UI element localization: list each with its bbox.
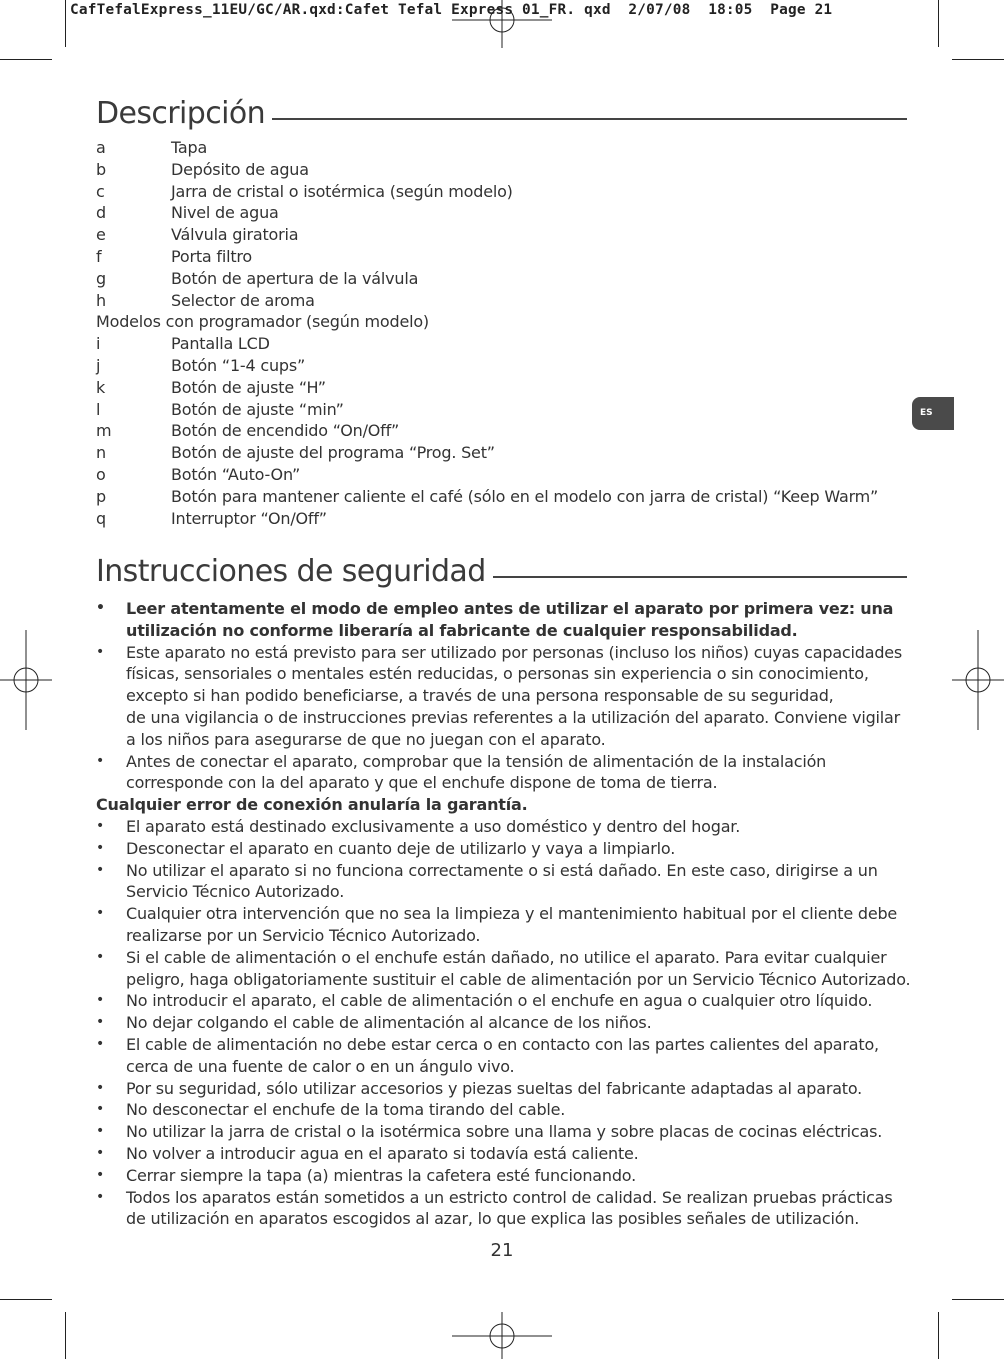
safety-text: Cualquier otra intervención que no sea la limpieza y el mantenimiento habitual por el cliente debe (126, 904, 898, 924)
safety-text: excepto si han podido beneficiarse, a través de una persona responsable de su seguridad, (126, 686, 834, 706)
safety-text: utilización no conforme liberaría al fabricante de cualquier responsabilidad. (126, 620, 798, 640)
title-rule (493, 576, 907, 578)
section-title-description: Descripción (96, 96, 907, 131)
safety-line (96, 598, 911, 620)
safety-text: a los niños para asegurarse de que no juegan con el aparato. (126, 729, 606, 749)
warranty-warning: Cualquier error de conexión anularía la garantía. (96, 795, 528, 815)
list-item: i Pantalla LCD (96, 334, 270, 354)
registration-mark-icon (0, 630, 52, 730)
safety-text: peligro, haga obligatoriamente sustituir el cable de alimentación por un Servicio Técnico Autorizado. (126, 969, 911, 989)
bullet-indent (96, 1208, 126, 1230)
list-item: k Botón de ajuste “H” (96, 377, 326, 397)
safety-text: Todos los aparatos están sometidos a un estricto control de calidad. Se realizan pruebas prácticas (126, 1187, 893, 1207)
bullet-indent (96, 663, 126, 685)
safety-text: Por su seguridad, sólo utilizar accesorios y piezas sueltas del fabricante adaptadas al aparato. (126, 1078, 863, 1098)
bullet-icon: • (96, 905, 105, 922)
safety-line (96, 838, 911, 860)
safety-item (96, 1034, 911, 1078)
bullet-icon: • (96, 1123, 105, 1140)
bullet-indent (96, 729, 126, 751)
safety-text: Cerrar siempre la tapa (a) mientras la cafetera esté funcionando. (126, 1165, 636, 1185)
crop-mark (65, 0, 66, 47)
safety-line (96, 903, 911, 925)
safety-text: No utilizar el aparato si no funciona correctamente o si está dañado. En este caso, dirigirse a un (126, 860, 878, 880)
safety-line (96, 990, 911, 1012)
bullet-indent (96, 969, 126, 991)
safety-text: de utilización en aparatos escogidos al azar, lo que explica las posibles señales de utilización. (126, 1209, 860, 1229)
bullet-icon: • (96, 1014, 105, 1031)
safety-text: Si el cable de alimentación o el enchufe están dañado, no utilice el aparato. Para evitar cualquier (126, 947, 887, 967)
safety-text: corresponde con la del aparato y que el enchufe dispone de toma de tierra. (126, 773, 718, 793)
list-item: b Depósito de agua (96, 159, 309, 179)
safety-line (96, 751, 911, 773)
crop-mark (0, 59, 52, 60)
safety-text: físicas, sensoriales o mentales estén reducidas, o personas sin experiencia o sin conocimiento, (126, 664, 869, 684)
safety-line (96, 685, 911, 707)
safety-line (96, 772, 911, 794)
safety-item (96, 947, 911, 991)
bullet-indent (96, 707, 126, 729)
bullet-icon: • (96, 1035, 105, 1052)
safety-line (96, 1121, 911, 1143)
list-item: f Porta filtro (96, 246, 253, 266)
safety-text: realizarse por un Servicio Técnico Autorizado. (126, 925, 481, 945)
registration-mark-icon (452, 0, 552, 48)
bullet-icon: • (96, 861, 105, 878)
bullet-indent (96, 620, 126, 642)
bullet-icon: • (96, 1144, 105, 1161)
title-rule (272, 118, 907, 120)
safety-list (96, 598, 911, 1230)
safety-item (96, 860, 911, 904)
safety-line (96, 1078, 911, 1100)
safety-item (96, 751, 911, 795)
bullet-indent (96, 925, 126, 947)
registration-mark-icon (952, 630, 1004, 730)
bullet-icon: • (96, 643, 105, 660)
bullet-icon: • (96, 1079, 105, 1096)
crop-mark (952, 59, 1004, 60)
page-number: 21 (490, 1240, 514, 1261)
safety-item (96, 816, 911, 838)
parts-list (96, 137, 878, 529)
safety-text: de una vigilancia o de instrucciones previas referentes a la utilización del aparato. Conviene vigilar (126, 707, 901, 727)
bullet-icon: • (96, 1188, 105, 1205)
bullet-icon: • (96, 600, 105, 616)
safety-text: El aparato está destinado exclusivamente a uso doméstico y dentro del hogar. (126, 816, 741, 836)
list-item: l Botón de ajuste “min” (96, 399, 344, 419)
safety-line (96, 1056, 911, 1078)
list-item: g Botón de apertura de la válvula (96, 268, 419, 288)
language-tab: ES (912, 397, 954, 430)
section-title-safety: Instrucciones de seguridad (96, 554, 907, 589)
safety-text: No utilizar la jarra de cristal o la isotérmica sobre una llama y sobre placas de cocinas eléctricas. (126, 1122, 883, 1142)
safety-text: No desconectar el enchufe de la toma tirando del cable. (126, 1100, 566, 1120)
safety-line (96, 707, 911, 729)
crop-mark (938, 1312, 939, 1359)
safety-line (96, 881, 911, 903)
safety-line (96, 642, 911, 664)
list-item: p Botón para mantener caliente el café (sólo en el modelo con jarra de cristal) “Keep Warm” (96, 486, 879, 506)
safety-text: No introducir el aparato, el cable de alimentación o el enchufe en agua o cualquier otro líquido. (126, 991, 873, 1011)
bullet-icon: • (96, 948, 105, 965)
bullet-indent (96, 881, 126, 903)
bullet-indent (96, 685, 126, 707)
safety-item (96, 642, 911, 751)
list-item: m Botón de encendido “On/Off” (96, 421, 400, 441)
safety-item (96, 598, 911, 642)
safety-line (96, 860, 911, 882)
list-item: h Selector de aroma (96, 290, 315, 310)
bullet-icon: • (96, 752, 105, 769)
safety-line (96, 1187, 911, 1209)
safety-item (96, 990, 911, 1012)
bullet-indent (96, 1056, 126, 1078)
safety-line (96, 925, 911, 947)
bullet-indent (96, 772, 126, 794)
safety-line (96, 1099, 911, 1121)
bullet-icon: • (96, 817, 105, 834)
safety-item (96, 1078, 911, 1100)
safety-line (96, 1012, 911, 1034)
safety-line (96, 620, 911, 642)
safety-item (96, 1012, 911, 1034)
safety-line (96, 1034, 911, 1056)
crop-mark (952, 1299, 1004, 1300)
safety-item (96, 1143, 911, 1165)
safety-line (96, 969, 911, 991)
print-slug: CafTefalExpress_11EU/GC/AR.qxd:Cafet Tefal Express 01_FR. qxd 2/07/08 18:05 Page 21 (70, 2, 833, 18)
safety-text: Este aparato no está previsto para ser utilizado por personas (incluso los niños) cuyas capacidades (126, 642, 903, 662)
safety-text: cerca de una fuente de calor o en un ángulo vivo. (126, 1056, 515, 1076)
safety-text: No dejar colgando el cable de alimentación al alcance de los niños. (126, 1013, 652, 1033)
safety-item (96, 1165, 911, 1187)
list-item: a Tapa (96, 138, 208, 157)
bullet-icon: • (96, 839, 105, 856)
list-item: e Válvula giratoria (96, 225, 299, 245)
safety-item (96, 903, 911, 947)
list-item: c Jarra de cristal o isotérmica (según modelo) (96, 181, 513, 201)
safety-line (96, 663, 911, 685)
safety-text: No volver a introducir agua en el aparato si todavía está caliente. (126, 1143, 639, 1163)
crop-mark (938, 0, 939, 47)
crop-mark (0, 1299, 52, 1300)
safety-line (96, 1208, 911, 1230)
safety-line (96, 729, 911, 751)
bullet-icon: • (96, 1166, 105, 1183)
list-item: n Botón de ajuste del programa “Prog. Set” (96, 443, 495, 463)
safety-text: El cable de alimentación no debe estar cerca o en contacto con las partes calientes del aparato, (126, 1034, 879, 1054)
list-item: o Botón “Auto-On” (96, 464, 301, 484)
safety-text: Antes de conectar el aparato, comprobar que la tensión de alimentación de la instalación (126, 751, 827, 771)
safety-line (96, 816, 911, 838)
list-item: d Nivel de agua (96, 203, 279, 223)
list-item: q Interruptor “On/Off” (96, 508, 327, 528)
programmer-heading: Modelos con programador (según modelo) (96, 312, 429, 332)
safety-line (96, 1165, 911, 1187)
safety-line (96, 947, 911, 969)
safety-item (96, 1099, 911, 1121)
bullet-icon: • (96, 992, 105, 1009)
safety-item (96, 1187, 911, 1231)
safety-text: Desconectar el aparato en cuanto deje de utilizarlo y vaya a limpiarlo. (126, 838, 676, 858)
crop-mark (65, 1312, 66, 1359)
safety-text: Leer atentamente el modo de empleo antes de utilizar el aparato por primera vez: una (126, 599, 894, 618)
safety-line (96, 1143, 911, 1165)
safety-item (96, 838, 911, 860)
registration-mark-icon (452, 1312, 552, 1359)
safety-item (96, 1121, 911, 1143)
bullet-icon: • (96, 1101, 105, 1118)
safety-text: Servicio Técnico Autorizado. (126, 882, 345, 902)
list-item: j Botón “1-4 cups” (96, 355, 306, 375)
